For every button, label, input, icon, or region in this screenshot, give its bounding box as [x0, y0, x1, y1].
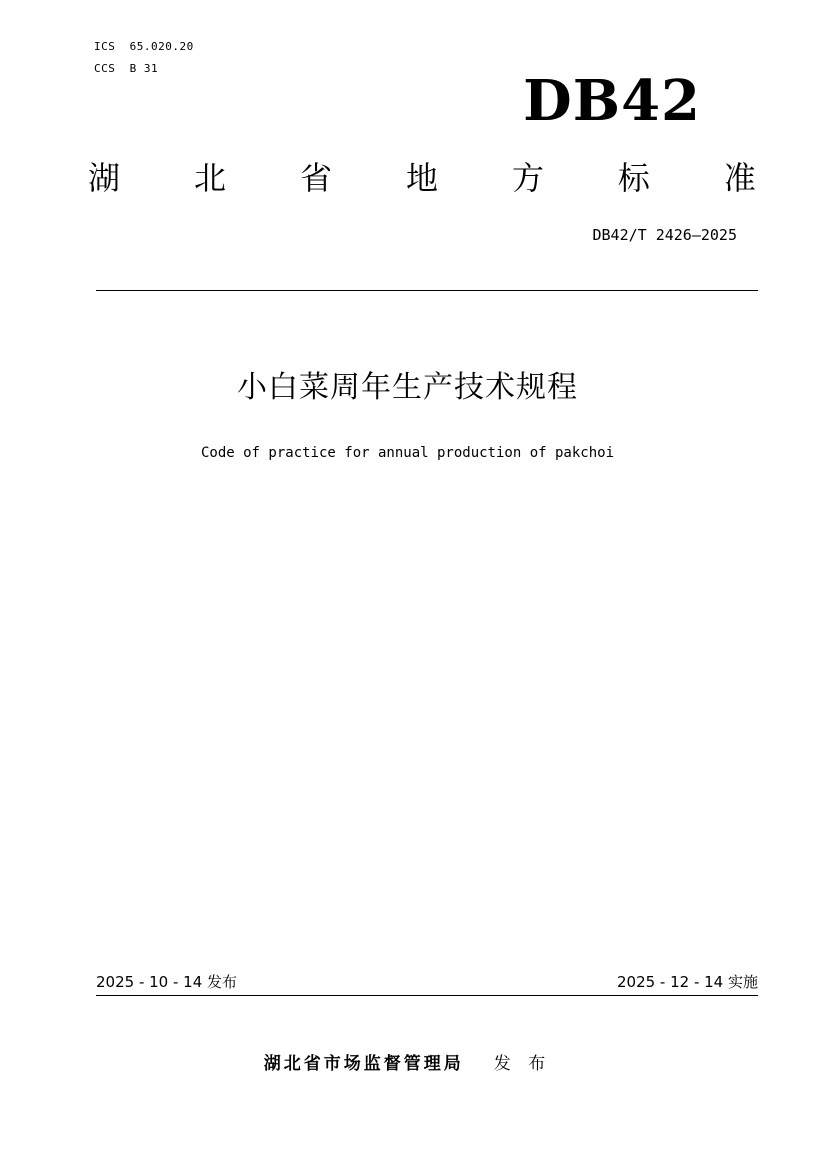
- implementation-date: 2025 - 12 - 14 实施: [616, 973, 758, 991]
- standard-type-char: 地: [405, 159, 438, 197]
- document-title-english: Code of practice for annual production of pakchoi: [200, 445, 614, 461]
- bottom-divider: [96, 995, 758, 996]
- document-title-chinese: 小白菜周年生产技术规程: [237, 370, 578, 405]
- standard-type-char: 标: [617, 159, 650, 197]
- standard-type-heading: [88, 156, 756, 200]
- ics-code: ICS 65.020.20: [94, 40, 194, 53]
- ccs-code: CCS B 31: [94, 62, 159, 75]
- standard-type-char: 省: [299, 159, 332, 197]
- publish-label: 发 布: [493, 1054, 552, 1074]
- date-row: [96, 972, 758, 992]
- standard-number: DB42/T 2426—2025: [592, 226, 737, 244]
- release-date: 2025 - 10 - 14 发布: [96, 973, 238, 991]
- publisher-name: 湖北省市场监督管理局: [263, 1054, 464, 1074]
- standard-type-char: 北: [193, 159, 226, 197]
- standard-type-char: 湖: [88, 159, 121, 197]
- top-divider: [96, 290, 758, 291]
- publisher-line: [0, 1052, 815, 1076]
- standard-code-logo: DB42: [523, 68, 701, 134]
- standard-type-char: 方: [511, 159, 544, 197]
- standard-type-char: 准: [723, 159, 756, 197]
